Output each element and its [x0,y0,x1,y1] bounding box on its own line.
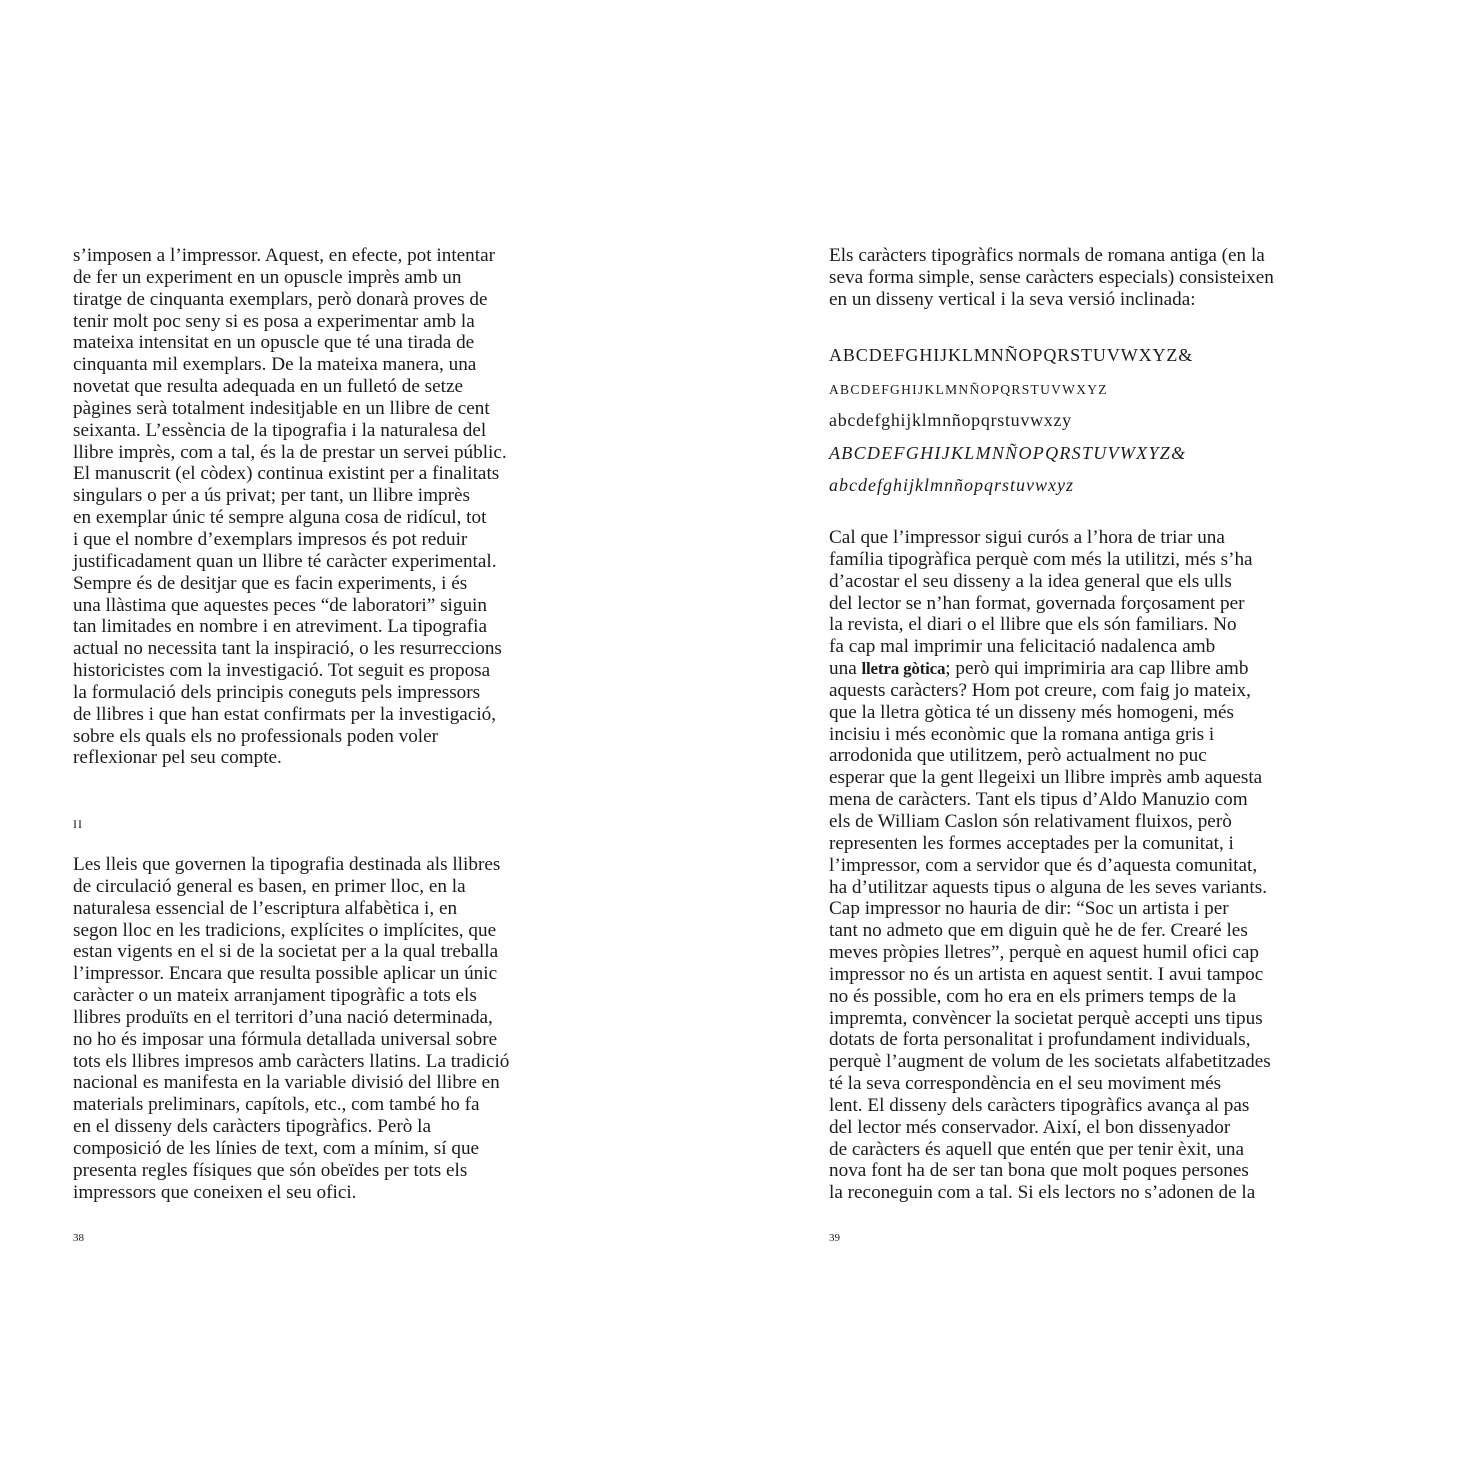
text-line: tiratge de cinquanta exemplars, però donarà proves de [73,288,488,310]
text-line: incisiu i més econòmic que la romana antiga gris i [829,723,1215,745]
text-line: singulars o per a ús privat; per tant, un llibre imprès [73,485,470,507]
text-line: tan limitades en nombre i en atreviment. La tipografia [73,616,487,638]
text-line: Cal que l’impressor sigui curós a l’hora de triar una [829,527,1225,548]
text-line: materials preliminars, capítols, etc., com també ho fa [73,1094,480,1116]
text-line: esperar que la gent llegeixi un llibre imprès amb aquesta [829,767,1263,789]
text-line: l’impressor, com a servidor que és d’aquesta comunitat, [829,854,1258,876]
text-line: Els caràcters tipogràfics normals de romana antiga (en la [829,245,1265,266]
text-line: nova font ha de ser tan bona que molt poques persones [829,1160,1249,1182]
text-line: llibres produïts en el territori d’una nació determinada, [73,1006,493,1028]
text-line: família tipogràfica perquè com més la utilitzi, més s’ha [829,548,1253,570]
text-line: s’imposen a l’impressor. Aquest, en efecte, pot intentar [73,245,496,266]
text-line: Cap impressor no hauria de dir: “Soc un artista i per [829,898,1229,920]
text-line: El manuscrit (el còdex) continua existint per a finalitats [73,463,500,485]
text-line: actual no necessita tant la inspiració, o les resurreccions [73,638,502,660]
text-line: naturalesa essencial de l’escriptura alfabètica i, en [73,897,458,919]
text-line: dotats de forta personalitat i profundament individuals, [829,1029,1251,1051]
text-line: presenta regles físiques que són obeïdes per tots els [73,1159,468,1181]
text-line: de fer un experiment en un opuscle imprès amb un [73,266,462,288]
paragraph [73,245,507,769]
text-line: impremta, convèncer la societat perquè accepti uns tipus [829,1007,1263,1029]
text-line: caràcter o un mateix arranjament tipogràfic a tots els [73,985,477,1007]
text-line: no és possible, com ho era en els primers temps de la [829,985,1237,1007]
text-line: impressor no és un artista en aquest sentit. I avui tampoc [829,963,1264,985]
text-line: en el disseny dels caràcters tipogràfics. Però la [73,1116,432,1138]
text-line [829,658,1271,680]
text-line: justificadament quan un llibre té caràcter experimental. [73,550,497,572]
text-line: aquests caràcters? Hom pot creure, com faig jo mateix, [829,679,1251,701]
text-line: tots els llibres impresos amb caràcters llatins. La tradició [73,1050,510,1072]
text-line: representen les formes acceptades per la comunitat, i [829,832,1234,854]
text-line: l’impressor. Encara que resulta possible aplicar un únic [73,963,498,985]
text-line: de llibres i que han estat confirmats per la investigació, [73,703,497,725]
text-line: ha d’utilitzar aquests tipus o alguna de les seves variants. [829,876,1267,898]
text-line: historicistes com la investigació. Tot seguit es proposa [73,660,491,682]
text-line: que la lletra gòtica té un disseny més homogeni, més [829,701,1234,723]
page-number: 39 [829,1232,840,1244]
text-line: sobre els quals els no professionals poden voler [73,725,439,747]
text-line: del lector se n’han format, governada forçosament per [829,592,1245,614]
section-heading: II [73,817,83,831]
text-line: i que el nombre d’exemplars impresos és pot reduir [73,528,468,550]
text-line: impressors que coneixen el seu ofici. [73,1181,357,1203]
text-line: seva forma simple, sense caràcters especials) consisteixen [829,266,1274,288]
text-line: seixanta. L’essència de la tipografia i la naturalesa del [73,419,487,441]
text-line: meves pròpies lletres”, perquè en aquest humil ofici cap [829,942,1259,964]
text-line: en un disseny vertical i la seva versió inclinada: [829,288,1196,310]
text-line: una llàstima que aquestes peces “de laboratori” siguin [73,594,487,616]
text-segment: ; però qui imprimiria ara cap llibre amb [945,658,1249,680]
text-line: mena de caràcters. Tant els tipus d’Aldo Manuzio com [829,789,1248,811]
text-line: Sempre és de desitjar que es facin experiments, i és [73,572,468,594]
page-number: 38 [73,1232,84,1244]
text-line: nacional es manifesta en la variable divisió del llibre en [73,1072,500,1094]
text-line: lent. El disseny dels caràcters tipogràfics avança al pas [829,1094,1250,1116]
text-line: els de William Caslon són relativament fluixos, però [829,810,1232,832]
text-line: Les lleis que governen la tipografia destinada als llibres [73,854,501,875]
blackletter-text: lletra gòtica [861,659,946,679]
text-line: perquè l’augment de volum de les societats alfabetitzades [829,1051,1271,1073]
text-line: arrodonida que utilitzem, però actualment no puc [829,745,1207,767]
text-line: d’acostar el seu disseny a la idea general que els ulls [829,570,1232,592]
text-line: mateixa intensitat en un opuscle que té una tirada de [73,332,475,354]
specimen-italic-lower: abcdefghijklmnñopqrstuvwxyz [829,475,1074,495]
text-line: reflexionar pel seu compte. [73,747,282,769]
text-segment: una [829,658,862,680]
paragraph [829,245,1274,311]
specimen-roman-caps: ABCDEFGHIJKLMNÑOPQRSTUVWXYZ& [829,345,1194,365]
text-line: llibre imprès, com a tal, és la de prestar un servei públic. [73,441,507,463]
specimen-roman-lower: abcdefghijklmnñopqrstuvwxzy [829,410,1072,430]
paragraph [73,854,509,1204]
text-line: té la seva correspondència en el seu moviment més [829,1073,1222,1095]
text-line: pàgines serà totalment indesitjable en un llibre de cent [73,397,490,419]
text-line: composició de les línies de text, com a mínim, sí que [73,1137,480,1159]
text-line: estan vigents en el si de la societat per a la qual treballa [73,941,499,963]
right-page [736,0,1472,1472]
specimen-small-caps: ABCDEFGHIJKLMNÑOPQRSTUVWXYZ [829,382,1108,397]
text-line: cinquanta mil exemplars. De la mateixa manera, una [73,354,477,376]
text-line: la reconeguin com a tal. Si els lectors no s’adonen de la [829,1182,1256,1204]
text-line: de caràcters és aquell que entén que per tenir èxit, una [829,1138,1244,1160]
text-line: del lector més conservador. Així, el bon dissenyador [829,1116,1231,1138]
paragraph [829,527,1271,1204]
text-line: novetat que resulta adequada en un fulletó de setze [73,376,463,398]
text-line: de circulació general es basen, en primer lloc, en la [73,875,466,897]
text-line: fa cap mal imprimir una felicitació nadalenca amb [829,636,1216,658]
text-line: en exemplar únic té sempre alguna cosa de ridícul, tot [73,507,487,529]
specimen-italic-caps: ABCDEFGHIJKLMNÑOPQRSTUVWXYZ& [829,443,1187,463]
text-line: la formulació dels principis coneguts pels impressors [73,681,481,703]
text-line: la revista, el diari o el llibre que els són familiars. No [829,614,1237,636]
text-line: no ho és imposar una fórmula detallada universal sobre [73,1028,498,1050]
text-line: tant no admeto que em diguin què he de fer. Crearé les [829,920,1248,942]
text-line: tenir molt poc seny si es posa a experimentar amb la [73,310,475,332]
text-line: segon lloc en les tradicions, explícites o implícites, que [73,919,497,941]
